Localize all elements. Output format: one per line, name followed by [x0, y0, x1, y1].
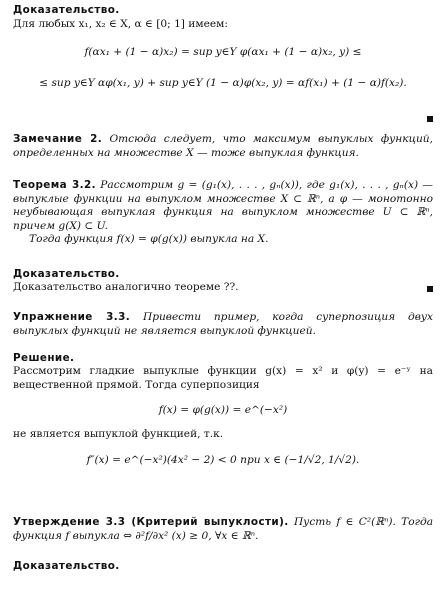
exercise33-block — [13, 311, 433, 338]
solution-equation-2: f″(x) = e^(−x²)(4x² − 2) < 0 при x ∈ (−1/√2, 1/√2). — [86, 453, 360, 466]
theorem32-conclusion: Тогда функция f(x) = φ(g(x)) выпукла на X. — [29, 233, 269, 246]
solution-block — [13, 352, 433, 467]
exercise33-label: Упражнение 3.3. — [13, 311, 131, 323]
solution-text: Рассмотрим гладкие выпуклые функции g(x) = x² и φ(y) = e⁻ʸ на вещественной прямой. Тогда суперпозиция — [13, 365, 433, 391]
statement33-label: Утверждение 3.3 (Критерий выпуклости). — [13, 516, 289, 528]
qed-mark — [427, 116, 433, 122]
proof3-heading: Доказательство. — [13, 560, 120, 572]
proof2-block — [13, 268, 433, 295]
qed-mark-2 — [427, 286, 433, 292]
proof1-equation-2: ≤ sup y∈Y αφ(x₁, y) + sup y∈Y (1 − α)φ(x₂, y) = αf(x₁) + (1 − α)f(x₂). — [39, 77, 407, 90]
remark2-block — [13, 133, 433, 160]
remark2-text: Отсюда следует, что максимум выпуклых функций, определенных на множестве X — тоже выпуклая функция. — [13, 133, 433, 159]
proof2-text: Доказательство аналогично теореме ??. — [13, 281, 239, 294]
theorem32-text: Рассмотрим g = (g₁(x), . . . , gₙ(x)), где g₁(x), . . . , gₙ(x) — выпуклые функции на выпуклом множестве X ⊂ ℝⁿ, а φ — монотонно неубывающая выпуклая функция на выпуклом множестве U ⊂ ℝⁿ, причем g(X) ⊂ U. — [13, 179, 433, 232]
proof3-block — [13, 560, 433, 573]
solution-heading: Решение. — [13, 352, 75, 364]
solution-equation: f(x) = φ(g(x)) = e^(−x²) — [158, 404, 288, 417]
statement33-block — [13, 516, 433, 543]
proof1-heading: Доказательство. — [13, 4, 120, 16]
proof1-block — [13, 4, 433, 91]
proof1-intro: Для любых x₁, x₂ ∈ X, α ∈ [0; 1] имеем: — [13, 18, 228, 31]
remark2-label: Замечание 2. — [13, 133, 103, 145]
theorem32-block — [13, 179, 433, 247]
statement33-text: Пусть f ∈ C²(ℝⁿ). Тогда функция f выпукла ⇔ ∂²f/∂x² (x) ≥ 0, ∀x ∈ ℝⁿ. — [13, 516, 434, 542]
proof2-heading: Доказательство. — [13, 268, 120, 280]
theorem32-label: Теорема 3.2. — [13, 179, 96, 191]
proof1-equation-1: f(αx₁ + (1 − α)x₂) = sup y∈Y φ(αx₁ + (1 − α)x₂, y) ≤ — [84, 45, 362, 58]
solution-text-2: не является выпуклой функцией, т.к. — [13, 427, 224, 440]
exercise33-text: Привести пример, когда суперпозиция двух выпуклых функций не является выпуклой функцией. — [13, 311, 434, 337]
